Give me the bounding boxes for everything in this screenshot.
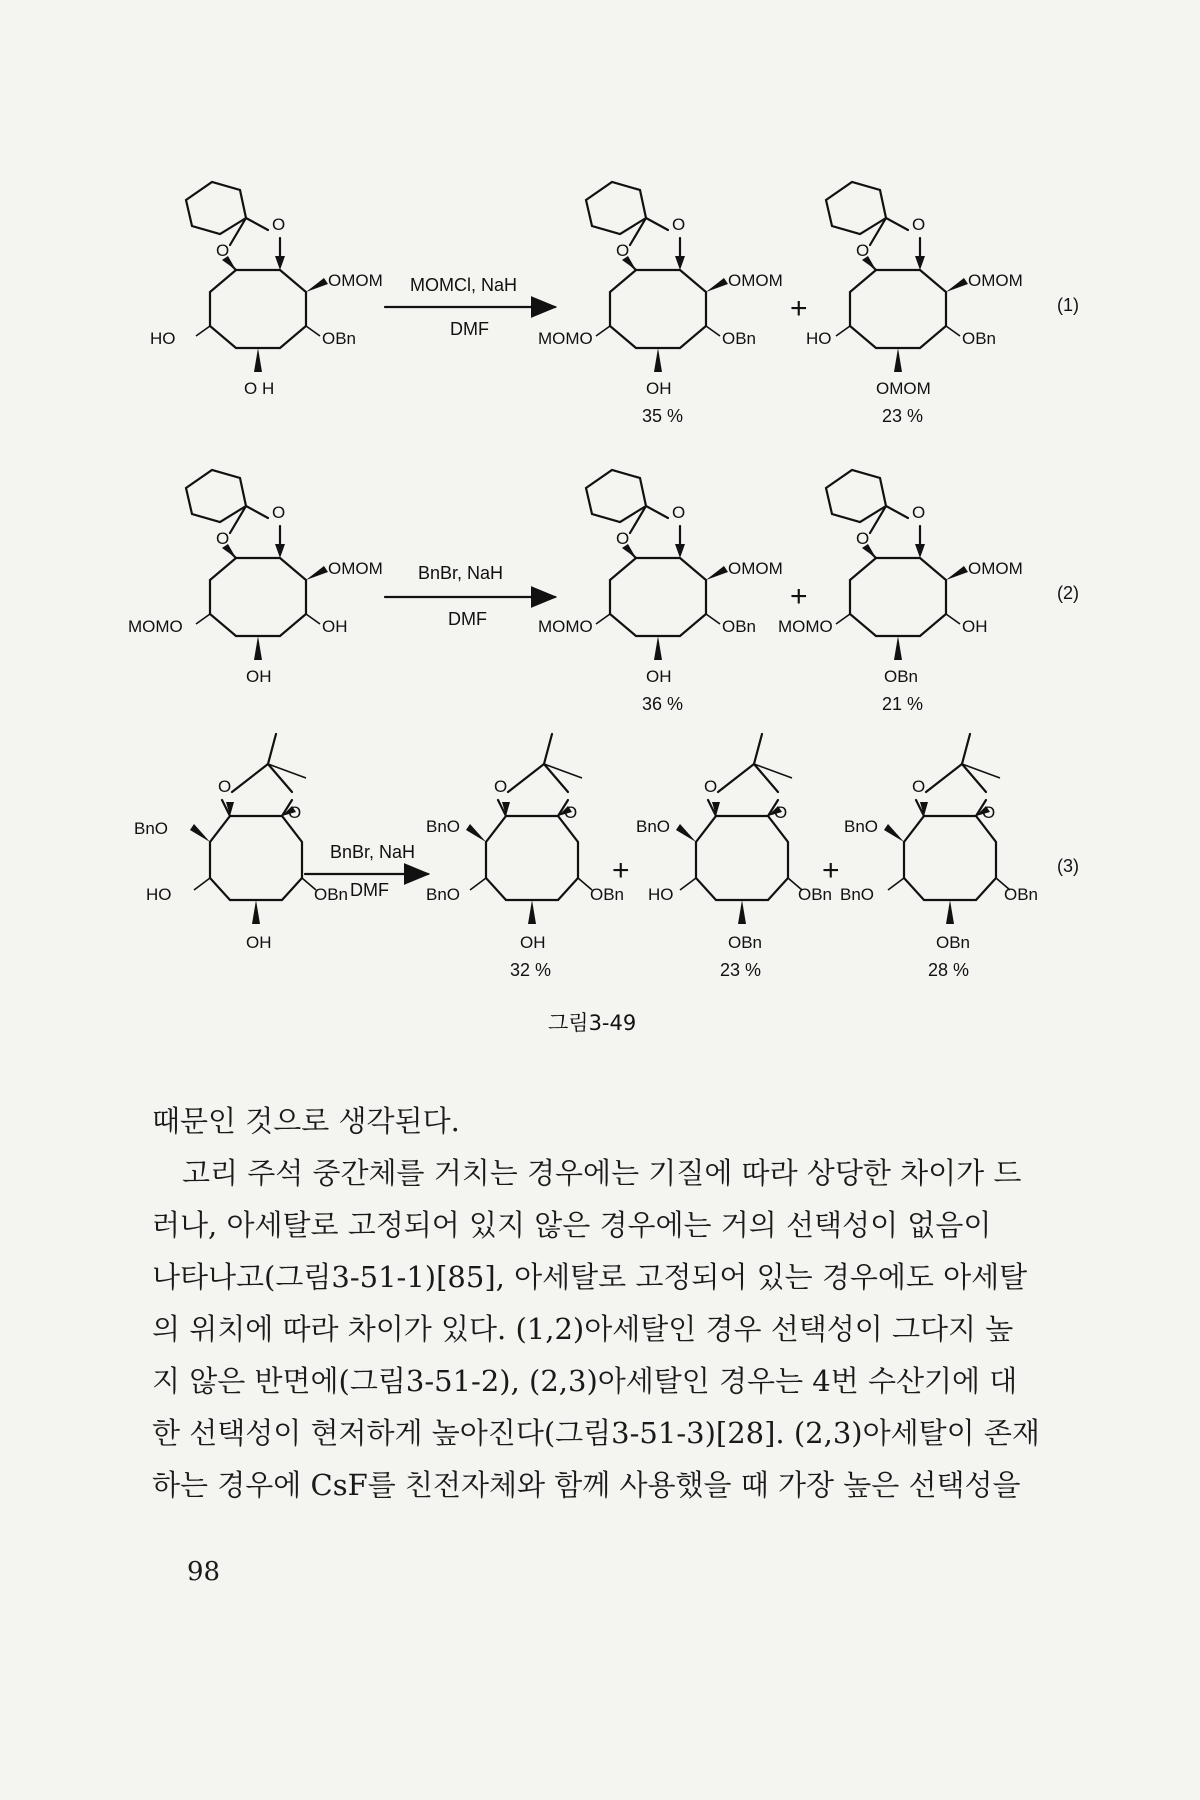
row3-product3-molecule <box>840 734 1038 980</box>
row3-p2-o1: O <box>704 777 718 796</box>
row1-start-obn: OBn <box>322 329 357 348</box>
row1-start-o2: O <box>216 241 230 260</box>
row3-p2-yield: 23 % <box>720 960 762 980</box>
row3-start-molecule <box>134 734 348 952</box>
figure-caption: 그림3-49 <box>548 1011 637 1035</box>
row1-p1-oh: OH <box>646 379 672 398</box>
row3-p1-oh: OH <box>520 933 546 952</box>
row3-start-oh: OH <box>246 933 272 952</box>
row1-p2-o2: O <box>856 241 870 260</box>
row2-p1-o1: O <box>672 503 686 522</box>
row3-p3-obn-bottom: OBn <box>936 933 971 952</box>
row2-start-o2: O <box>216 529 230 548</box>
row3-p1-bno-left: BnO <box>426 885 461 904</box>
row1-start-o1: O <box>272 215 286 234</box>
row1-p1-omom: OMOM <box>728 271 783 290</box>
row2-p2-yield: 21 % <box>882 694 924 714</box>
row1-p2-obn: OBn <box>962 329 997 348</box>
row3-start-o1: O <box>218 777 232 796</box>
row2-p2-momo: MOMO <box>778 617 833 636</box>
row2-p2-obn: OBn <box>884 667 919 686</box>
row3-p1-obn: OBn <box>590 885 625 904</box>
row3-start-o2: O <box>288 803 302 822</box>
body-line: 러나, 아세탈로 고정되어 있지 않은 경우에는 거의 선택성이 없음이 <box>152 1208 992 1242</box>
row2-p1-omom: OMOM <box>728 559 783 578</box>
row3-product1-molecule <box>426 734 624 980</box>
row3-reagent: BnBr, NaH <box>330 842 416 862</box>
row2-start-oh-right: OH <box>322 617 348 636</box>
page-number: 98 <box>187 1557 221 1587</box>
row1-start-ho: HO <box>150 329 176 348</box>
row3-p3-obn-right: OBn <box>1004 885 1039 904</box>
body-line: 나타나고(그림3-51-1)[85], 아세탈로 고정되어 있는 경우에도 아세탈 <box>152 1260 1028 1294</box>
body-line: 하는 경우에 CsF를 친전자체와 함께 사용했을 때 가장 높은 선택성을 <box>152 1468 1021 1502</box>
row2-product1-molecule <box>538 470 783 714</box>
row2-start-oh-bottom: OH <box>246 667 272 686</box>
row3-p2-ho: HO <box>648 885 674 904</box>
row1-product2-molecule <box>806 182 1023 426</box>
body-line: 한 선택성이 현저하게 높아진다(그림3-51-3)[28]. (2,3)아세탈이 존재 <box>152 1416 1040 1450</box>
row1-p2-ho: HO <box>806 329 832 348</box>
row3-eq-number: (3) <box>1057 856 1079 876</box>
row3-p1-o2: O <box>564 803 578 822</box>
row2-plus: + <box>790 580 808 613</box>
row3-p2-obn-right: OBn <box>798 885 833 904</box>
row1-p2-yield: 23 % <box>882 406 924 426</box>
row1-reagent: MOMCl, NaH <box>410 275 517 295</box>
row2-p1-obn: OBn <box>722 617 757 636</box>
row2-p1-yield: 36 % <box>642 694 684 714</box>
body-line: 고리 주석 중간체를 거치는 경우에는 기질에 따라 상당한 차이가 드 <box>182 1156 1022 1190</box>
row1-start-oh: O H <box>244 379 275 398</box>
row1-p1-obn: OBn <box>722 329 757 348</box>
row1-eq-number: (1) <box>1057 295 1079 315</box>
row2-eq-number: (2) <box>1057 583 1079 603</box>
row1-p2-omom: OMOM <box>968 271 1023 290</box>
row1-solvent: DMF <box>450 319 489 339</box>
row1-start-omom: OMOM <box>328 271 383 290</box>
row1-product1-molecule <box>538 182 783 426</box>
row2-solvent: DMF <box>448 609 487 629</box>
row2-product2-molecule <box>778 470 1023 714</box>
body-line: 의 위치에 따라 차이가 있다. (1,2)아세탈인 경우 선택성이 그다지 높 <box>152 1312 1014 1346</box>
row2-p2-o2: O <box>856 529 870 548</box>
row2-p1-oh: OH <box>646 667 672 686</box>
row1-plus: + <box>790 292 808 325</box>
row2-start-o1: O <box>272 503 286 522</box>
row3-p3-yield: 28 % <box>928 960 970 980</box>
row1-p1-o1: O <box>672 215 686 234</box>
row3-p3-bno-left: BnO <box>840 885 875 904</box>
row3-p3-o2: O <box>982 803 996 822</box>
row2-p1-momo: MOMO <box>538 617 593 636</box>
row3-start-obn: OBn <box>314 885 349 904</box>
body-line: 지 않은 반면에(그림3-51-2), (2,3)아세탈인 경우는 4번 수산기에 대 <box>152 1364 1018 1398</box>
body-paragraph <box>152 1095 1062 1511</box>
row3-p1-bno-top: BnO <box>426 817 461 836</box>
row3-p2-o2: O <box>774 803 788 822</box>
row3-start-ho: HO <box>146 885 172 904</box>
row3-plus-2: + <box>822 854 840 887</box>
row2-p2-omom: OMOM <box>968 559 1023 578</box>
row2-start-molecule <box>128 470 383 686</box>
body-line: 때문인 것으로 생각된다. <box>152 1104 460 1138</box>
row3-p1-yield: 32 % <box>510 960 552 980</box>
row1-p1-momo: MOMO <box>538 329 593 348</box>
row1-p1-o2: O <box>616 241 630 260</box>
row2-reagent: BnBr, NaH <box>418 563 504 583</box>
row1-start-molecule <box>150 182 383 398</box>
row2-p2-o1: O <box>912 503 926 522</box>
row2-p1-o2: O <box>616 529 630 548</box>
row1-p2-omom-bottom: OMOM <box>876 379 931 398</box>
row2-start-momo: MOMO <box>128 617 183 636</box>
row1-p2-o1: O <box>912 215 926 234</box>
row3-p2-bno: BnO <box>636 817 671 836</box>
row2-p2-oh: OH <box>962 617 988 636</box>
row3-product2-molecule <box>636 734 832 980</box>
row2-start-omom: OMOM <box>328 559 383 578</box>
row3-start-bno: BnO <box>134 819 169 838</box>
row3-p3-o1: O <box>912 777 926 796</box>
row3-plus-1: + <box>612 854 630 887</box>
row1-p1-yield: 35 % <box>642 406 684 426</box>
row3-p3-bno-top: BnO <box>844 817 879 836</box>
row3-solvent: DMF <box>350 880 389 900</box>
row3-p2-obn-bottom: OBn <box>728 933 763 952</box>
row3-p1-o1: O <box>494 777 508 796</box>
